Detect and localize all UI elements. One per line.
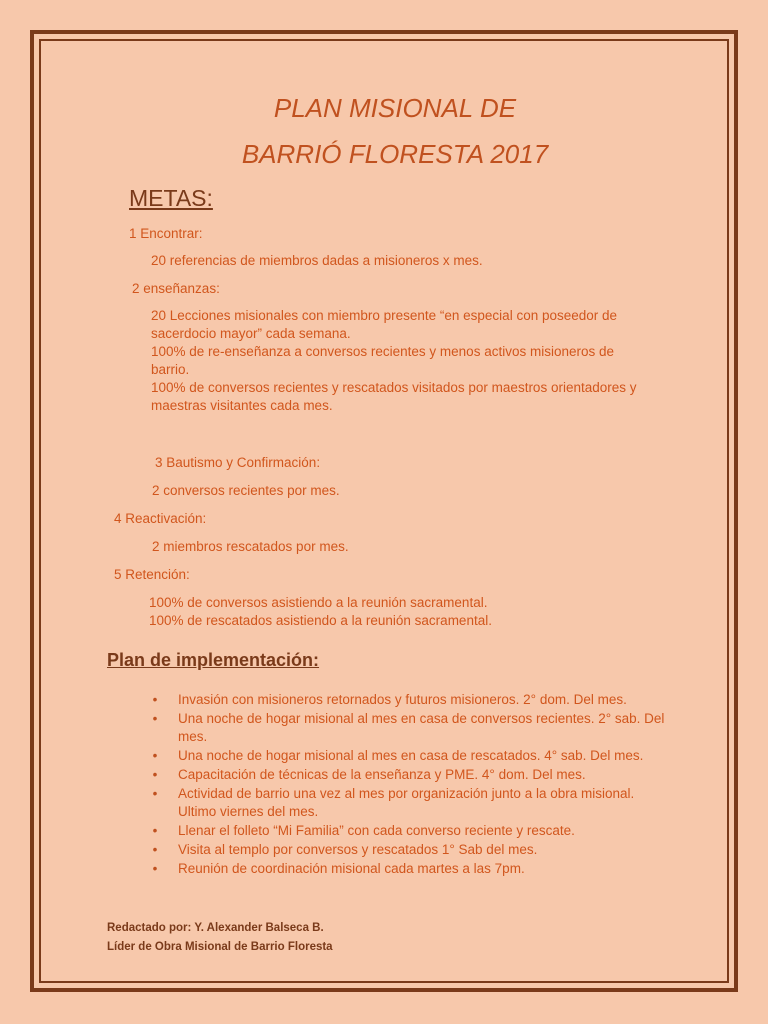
goal-5-line: 100% de conversos asistiendo a la reunión sacramental. (149, 595, 488, 610)
goal-2-items (151, 307, 661, 415)
plan-list-item (150, 841, 670, 859)
plan-list (150, 691, 670, 879)
plan-item-text: Actividad de barrio una vez al mes por organización junto a la obra misional. Ultimo viernes del mes. (178, 786, 635, 819)
bullet-icon: • (152, 692, 158, 707)
goal-2-line: 20 Lecciones misionales con miembro presente “en especial con poseedor de (151, 308, 618, 323)
goal-2-line: maestras visitantes cada mes. (151, 398, 333, 413)
goal-2-line: 100% de conversos recientes y rescatados visitados por maestros orientadores y (151, 380, 637, 395)
goal-4-item: 2 miembros rescatados por mes. (152, 539, 349, 554)
author-line: Redactado por: Y. Alexander Balseca B. (107, 922, 324, 934)
goal-5-line: 100% de rescatados asistiendo a la reunión sacramental. (149, 613, 492, 628)
goal-2-line: sacerdocio mayor” cada semana. (151, 326, 351, 341)
plan-list-item (150, 785, 670, 821)
goal-5-items (149, 594, 492, 630)
plan-list-item (150, 691, 670, 709)
bullet-icon: • (152, 748, 158, 763)
plan-list-item (150, 766, 670, 784)
plan-list-item (150, 710, 670, 746)
plan-heading: Plan de implementación: (107, 650, 320, 670)
bullet-icon: • (152, 861, 158, 876)
plan-item-text: Una noche de hogar misional al mes en casa de rescatados. 4° sab. Del mes. (178, 748, 644, 763)
plan-item-text: Visita al templo por conversos y rescatados 1° Sab del mes. (178, 842, 538, 857)
plan-item-text: Llenar el folleto “Mi Familia” con cada converso reciente y rescate. (178, 823, 575, 838)
plan-item-text: Una noche de hogar misional al mes en casa de conversos recientes. 2° sab. Del mes. (178, 711, 665, 744)
plan-list-item (150, 860, 670, 878)
goal-3-label: 3 Bautismo y Confirmación: (155, 455, 321, 470)
document-title-line-2: BARRIÓ FLORESTA 2017 (241, 139, 549, 169)
goal-2-line: barrio. (151, 362, 190, 377)
goal-3-item: 2 conversos recientes por mes. (152, 483, 340, 498)
plan-list-item (150, 747, 670, 765)
role-line: Líder de Obra Misional de Barrio Floresta (107, 941, 333, 953)
metas-heading: METAS: (129, 185, 213, 211)
bullet-icon: • (152, 842, 158, 857)
goal-5-label: 5 Retención: (114, 567, 190, 582)
plan-item-text: Reunión de coordinación misional cada martes a las 7pm. (178, 861, 525, 876)
plan-item-text: Capacitación de técnicas de la enseñanza y PME. 4° dom. Del mes. (178, 767, 586, 782)
credits (107, 919, 333, 957)
plan-list-item (150, 822, 670, 840)
plan-item-text: Invasión con misioneros retornados y futuros misioneros. 2° dom. Del mes. (178, 692, 627, 707)
goal-4-label: 4 Reactivación: (114, 511, 207, 526)
document-title-line-1: PLAN MISIONAL DE (273, 93, 517, 123)
bullet-icon: • (152, 767, 158, 782)
goal-1-label: 1 Encontrar: (129, 226, 203, 241)
goal-2-label: 2 enseñanzas: (132, 281, 220, 296)
bullet-icon: • (152, 823, 158, 838)
bullet-icon: • (152, 711, 158, 726)
goal-1-item: 20 referencias de miembros dadas a misioneros x mes. (151, 253, 483, 268)
goal-2-line: 100% de re-enseñanza a conversos recientes y menos activos misioneros de (151, 344, 614, 359)
bullet-icon: • (152, 786, 158, 801)
